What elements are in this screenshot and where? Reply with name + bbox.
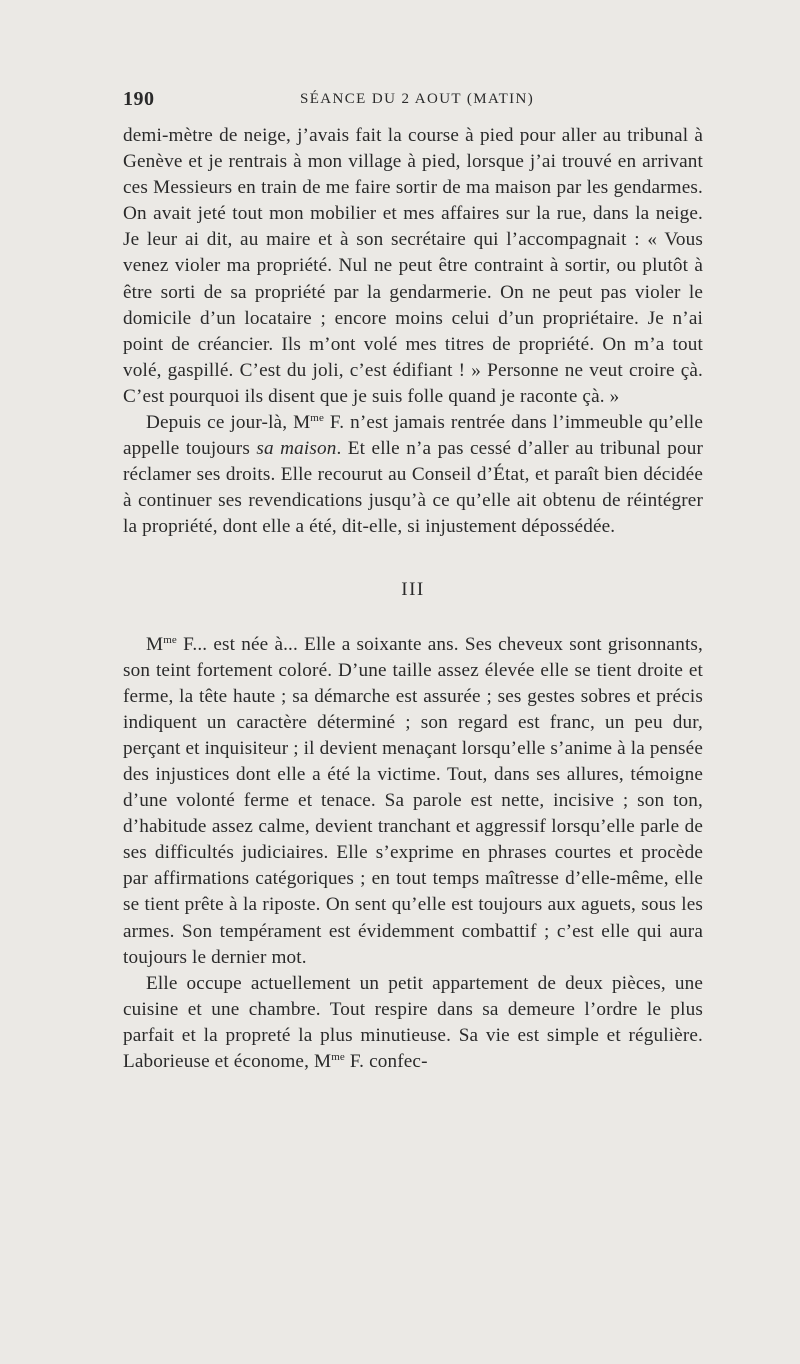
paragraph-2-text-b: F. n’est jamais rentrée dans l’immeuble qu’elle appelle toujours	[123, 412, 703, 460]
paragraph-2-text-a: Depuis ce jour-là, M	[146, 412, 311, 434]
paragraph-2	[123, 410, 703, 540]
paragraph-1: demi-mètre de neige, j’avais fait la course à pied pour aller au tribunal à Genève et je rentrais à mon village à pied, lorsque j’ai trouvé en arrivant ces Messieurs en train de me faire sortir de ma maison par les gendarmes. On avait jeté tout mon mobilier et mes affaires sur la rue, dans la neige. Je leur ai dit, au maire et à son secrétaire qui l’accompagnait : « Vous venez violer ma propriété. Nul ne peut être contraint à sortir, ou plutôt à être sorti de sa propriété par la gendarmerie. On ne peut pas violer le domicile d’un locataire ; encore moins celui d’un propriétaire. Je n’ai point de créancier. Ils m’ont volé mes titres de propriété. On m’a tout volé, gaspillé. C’est du joli, c’est édifiant ! » Personne ne veut croire çà. C’est pourquoi ils disent que je suis folle quand je raconte çà. »	[123, 125, 703, 407]
paragraph-2-italic: sa maison	[256, 438, 337, 460]
paragraph-3-text-b: F... est née à... Elle a soixante ans. Ses cheveux sont grisonnants, son teint fortement coloré. D’une taille assez élevée elle se tient droite et ferme, la tête haute ; sa démarche est assurée ; ses gestes sobres et précis indiquent un caractère déterminé ; son regard est franc, un peu dur, perçant et inquisiteur ; il devient menaçant lorsqu’elle s’anime à la pensée des injustices dont elle a été la victime. Tout, dans ses allures, témoigne d’une volonté ferme et tenace. Sa parole est nette, incisive ; son ton, d’habitude assez calme, devient tranchant et aggressif lorsqu’elle parle de ses difficultés judiciaires. Elle s’exprime en phrases courtes et procède par affirmations catégoriques ; en tout temps maîtresse d’elle-même, elle se tient prête à la riposte. On sent qu’elle est toujours aux aguets, sous les armes. Son tempérament est évidemment combattif ; c’est elle qui aura toujours le dernier mot.	[123, 633, 703, 968]
paragraph-3-text-a: M	[146, 633, 164, 655]
section-number: III	[401, 578, 425, 600]
paragraph-2-superscript: me	[310, 412, 325, 425]
paragraph-3	[123, 632, 703, 971]
paragraph-4	[123, 971, 703, 1075]
body-text	[123, 123, 703, 1075]
paragraph-2-text-c: . Et elle n’a pas cessé d’aller au tribunal pour réclamer ses droits. Elle recourut au Conseil d’État, et paraît bien décidée à continuer ses revendications jusqu’à ce qu’elle ait obtenu de réintégrer la propriété, dont elle a été, dit-elle, si injustement dépossédée.	[123, 438, 703, 538]
page-header	[123, 88, 703, 114]
paragraph-4-text-a: Elle occupe actuellement un petit appartement de deux pièces, une cuisine et une chambre. Tout respire dans sa demeure l’ordre le plus parfait et la propreté la plus minutieuse. Sa vie est simple et régulière. Laborieuse et économe, M	[123, 972, 703, 1072]
paragraph-3-superscript: me	[163, 633, 177, 646]
running-head: SÉANCE DU 2 AOUT (MATIN)	[300, 91, 535, 107]
page-number: 190	[123, 88, 155, 110]
paragraph-4-text-b: F. confec-	[344, 1051, 428, 1072]
paragraph-4-superscript: me	[331, 1051, 345, 1063]
